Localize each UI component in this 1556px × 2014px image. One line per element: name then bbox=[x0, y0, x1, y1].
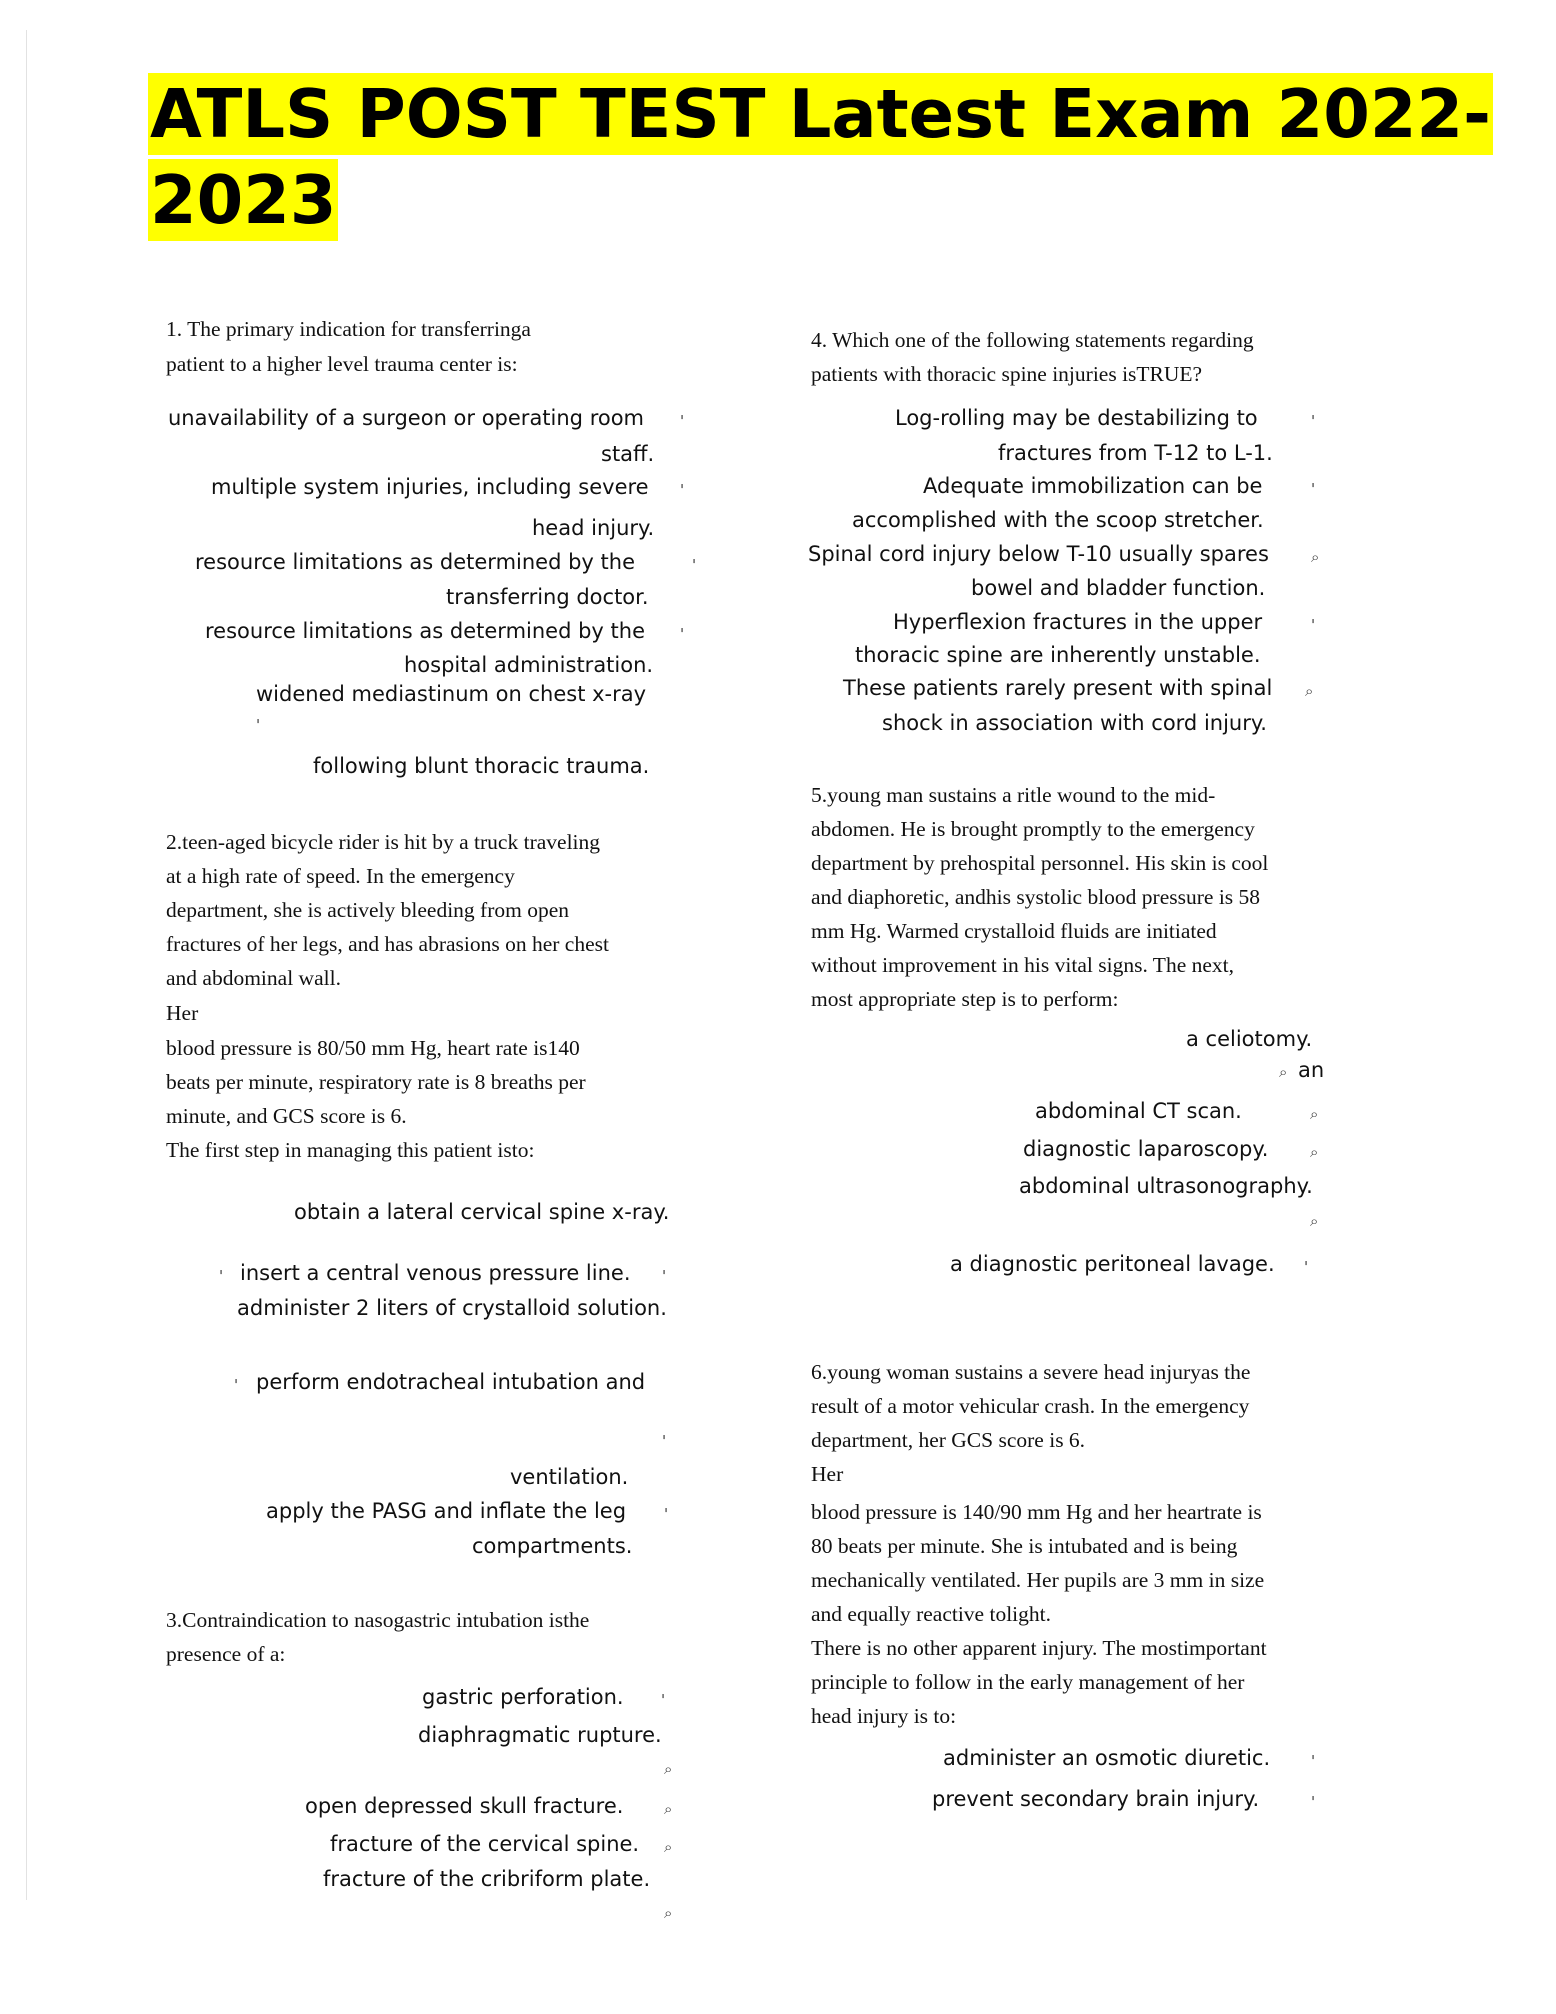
q5-stem-line: 5.young man sustains a ritle wound to the mid- bbox=[811, 783, 1216, 807]
q5-stem-line: and diaphoretic, andhis systolic blood pressure is 58 bbox=[811, 885, 1261, 909]
q6-stem-line: and equally reactive tolight. bbox=[811, 1602, 1051, 1626]
q6-stem-line: 6.young woman sustains a severe head injuryas the bbox=[811, 1360, 1251, 1384]
search-icon: ⌕ bbox=[1305, 682, 1314, 700]
q2-option-c: administer 2 liters of crystalloid solution. bbox=[237, 1296, 667, 1320]
q2-option-e-line-1: apply the PASG and inflate the leg bbox=[266, 1499, 627, 1523]
option-mark-icon: ꞌ bbox=[692, 556, 697, 574]
q1-option-c-line-1: resource limitations as determined by the bbox=[195, 550, 635, 574]
q5-stem-line: most appropriate step is to perform: bbox=[811, 987, 1119, 1011]
q1-option-e-line-1: widened mediastinum on chest x-ray bbox=[256, 682, 647, 706]
q4-option-e-line-2: shock in association with cord injury. bbox=[882, 711, 1267, 735]
q4-option-d-line-1: Hyperflexion fractures in the upper bbox=[893, 610, 1263, 634]
q5-stem-line: without improvement in his vital signs. The next, bbox=[811, 953, 1234, 977]
option-mark-icon: ꞌ bbox=[1311, 1752, 1316, 1770]
q4-stem-line-2: patients with thoracic spine injuries isTRUE? bbox=[811, 362, 1203, 386]
search-icon: ⌕ bbox=[664, 1838, 673, 1856]
q1-option-a-line-2: staff. bbox=[601, 442, 655, 466]
q2-stem-line: 2.teen-aged bicycle rider is hit by a truck traveling bbox=[166, 830, 601, 854]
q4-stem-line-1: 4. Which one of the following statements regarding bbox=[811, 328, 1254, 352]
q6-stem-line: There is no other apparent injury. The mostimportant bbox=[811, 1636, 1267, 1660]
q4-option-c-line-1: Spinal cord injury below T-10 usually spares bbox=[808, 542, 1269, 566]
search-icon: ⌕ bbox=[1310, 1105, 1319, 1123]
q5-option-a: a celiotomy. bbox=[1186, 1027, 1313, 1051]
q1-stem-line-2: patient to a higher level trauma center is: bbox=[166, 352, 518, 376]
option-mark-icon: ꞌ bbox=[664, 1505, 669, 1523]
q6-stem-line: Her bbox=[811, 1462, 844, 1486]
q4-option-d-line-2: thoracic spine are inherently unstable. bbox=[855, 643, 1261, 667]
q1-option-c-line-2: transferring doctor. bbox=[446, 585, 649, 609]
q2-stem-line: at a high rate of speed. In the emergency bbox=[166, 864, 515, 888]
option-mark-icon: ꞌ bbox=[1311, 412, 1316, 430]
title-line-1: ATLS POST TEST Latest Exam 2022- bbox=[150, 75, 1491, 153]
page-edge-line bbox=[26, 30, 27, 1900]
q3-option-b: diaphragmatic rupture. bbox=[418, 1723, 662, 1747]
search-icon: ⌕ bbox=[1279, 1063, 1288, 1081]
search-icon: ⌕ bbox=[1310, 1212, 1319, 1230]
q6-option-b: prevent secondary brain injury. bbox=[932, 1787, 1260, 1811]
q6-stem-line: result of a motor vehicular crash. In the emergency bbox=[811, 1394, 1250, 1418]
q1-option-a-line-1: unavailability of a surgeon or operating room bbox=[168, 406, 645, 430]
option-mark-icon: ꞌ bbox=[680, 481, 685, 499]
search-icon: ⌕ bbox=[1311, 548, 1320, 566]
option-mark-icon: ꞌ bbox=[219, 1267, 224, 1285]
q4-option-c-line-2: bowel and bladder function. bbox=[971, 576, 1266, 600]
q2-option-d-line-2: ventilation. bbox=[510, 1465, 629, 1489]
q6-option-a: administer an osmotic diuretic. bbox=[943, 1746, 1271, 1770]
q5-option-b-prefix: an bbox=[1298, 1058, 1325, 1082]
option-mark-icon: ꞌ bbox=[256, 716, 261, 734]
q3-stem-line-1: 3.Contraindication to nasogastric intubation isthe bbox=[166, 1608, 590, 1632]
document-title bbox=[148, 73, 1491, 245]
search-icon: ⌕ bbox=[664, 1800, 673, 1818]
q6-stem-line: mechanically ventilated. Her pupils are 3 mm in size bbox=[811, 1568, 1265, 1592]
q2-option-b: insert a central venous pressure line. bbox=[240, 1261, 631, 1285]
option-mark-icon: ꞌ bbox=[680, 412, 685, 430]
q3-option-c: open depressed skull fracture. bbox=[305, 1794, 624, 1818]
q1-option-d-line-1: resource limitations as determined by the bbox=[205, 619, 645, 643]
option-mark-icon: ꞌ bbox=[662, 1432, 667, 1450]
q4-option-a-line-1: Log-rolling may be destabilizing to bbox=[895, 406, 1258, 430]
q4-option-b-line-2: accomplished with the scoop stretcher. bbox=[852, 508, 1264, 532]
q3-option-a: gastric perforation. bbox=[422, 1685, 624, 1709]
q1-option-b-line-2: head injury. bbox=[532, 516, 655, 540]
q2-stem-line: minute, and GCS score is 6. bbox=[166, 1104, 407, 1128]
q6-stem-line: blood pressure is 140/90 mm Hg and her heartrate is bbox=[811, 1500, 1262, 1524]
option-mark-icon: ꞌ bbox=[1311, 480, 1316, 498]
option-mark-icon: ꞌ bbox=[661, 1691, 666, 1709]
q1-option-e-line-2: following blunt thoracic trauma. bbox=[313, 754, 650, 778]
q3-stem-line-2: presence of a: bbox=[166, 1642, 286, 1666]
q1-option-b-line-1: multiple system injuries, including severe bbox=[211, 475, 649, 499]
q2-stem-line: department, she is actively bleeding from open bbox=[166, 898, 569, 922]
q2-option-d-line-1: perform endotracheal intubation and bbox=[256, 1370, 646, 1394]
q2-stem-line: blood pressure is 80/50 mm Hg, heart rate is140 bbox=[166, 1036, 580, 1060]
q2-stem-line: and abdominal wall. bbox=[166, 966, 341, 990]
q4-option-b-line-1: Adequate immobilization can be bbox=[923, 474, 1263, 498]
q4-option-e-line-1: These patients rarely present with spinal bbox=[843, 676, 1273, 700]
title-line-2: 2023 bbox=[150, 161, 337, 239]
q5-option-e: a diagnostic peritoneal lavage. bbox=[950, 1252, 1275, 1276]
q2-option-a: obtain a lateral cervical spine x-ray. bbox=[294, 1200, 670, 1224]
q6-stem-line: department, her GCS score is 6. bbox=[811, 1428, 1086, 1452]
q3-option-d: fracture of the cervical spine. bbox=[330, 1832, 640, 1856]
q2-stem-line: Her bbox=[166, 1001, 199, 1025]
search-icon: ⌕ bbox=[664, 1760, 673, 1778]
option-mark-icon: ꞌ bbox=[1311, 616, 1316, 634]
q6-stem-line: 80 beats per minute. She is intubated and is being bbox=[811, 1534, 1238, 1558]
q6-stem-line: principle to follow in the early management of her bbox=[811, 1670, 1245, 1694]
search-icon: ⌕ bbox=[1310, 1143, 1319, 1161]
search-icon: ⌕ bbox=[664, 1904, 673, 1922]
option-mark-icon: ꞌ bbox=[234, 1376, 239, 1394]
q2-stem-line: beats per minute, respiratory rate is 8 breaths per bbox=[166, 1070, 586, 1094]
q1-stem-line-1: 1. The primary indication for transferringa bbox=[166, 317, 531, 341]
option-mark-icon: ꞌ bbox=[1304, 1258, 1309, 1276]
q5-stem-line: department by prehospital personnel. His skin is cool bbox=[811, 851, 1269, 875]
option-mark-icon: ꞌ bbox=[680, 625, 685, 643]
q5-stem-line: abdomen. He is brought promptly to the emergency bbox=[811, 817, 1255, 841]
q5-option-c: diagnostic laparoscopy. bbox=[1023, 1137, 1269, 1161]
q6-stem-line: head injury is to: bbox=[811, 1704, 957, 1728]
q2-stem-line: The first step in managing this patient isto: bbox=[166, 1138, 535, 1162]
option-mark-icon: ꞌ bbox=[1311, 1793, 1316, 1811]
q2-stem-line: fractures of her legs, and has abrasions on her chest bbox=[166, 932, 609, 956]
q5-stem-line: mm Hg. Warmed crystalloid fluids are initiated bbox=[811, 919, 1217, 943]
q4-option-a-line-2: fractures from T-12 to L-1. bbox=[998, 441, 1273, 465]
q1-option-d-line-2: hospital administration. bbox=[404, 653, 654, 677]
q5-option-b: abdominal CT scan. bbox=[1035, 1099, 1242, 1123]
q5-option-d: abdominal ultrasonography. bbox=[1019, 1174, 1313, 1198]
q3-option-e: fracture of the cribriform plate. bbox=[323, 1867, 651, 1891]
option-mark-icon: ꞌ bbox=[662, 1267, 667, 1285]
q2-option-e-line-2: compartments. bbox=[472, 1534, 633, 1558]
